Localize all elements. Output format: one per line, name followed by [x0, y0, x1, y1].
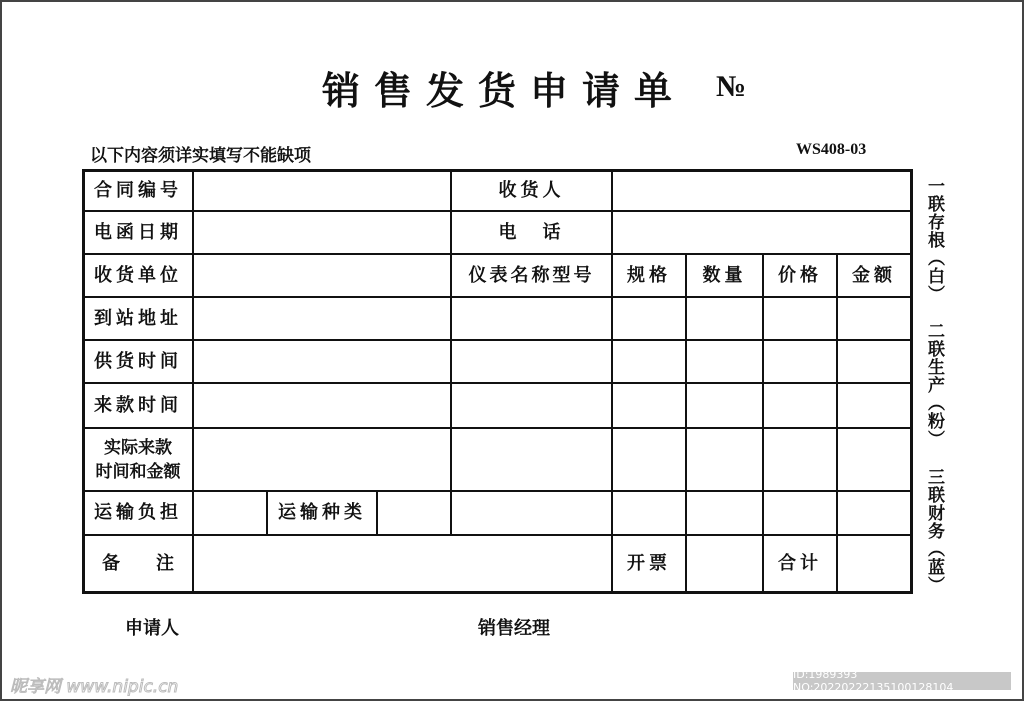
label-invoice: 开票: [627, 552, 671, 574]
id-tag: ID:1989393 NO:20220222135100128104: [793, 672, 1011, 690]
label-total: 合计: [778, 552, 822, 574]
phone-field[interactable]: [613, 212, 910, 253]
consignee-field[interactable]: [613, 171, 910, 210]
payment-time-field[interactable]: [194, 384, 450, 427]
header-instrument-model: 仪表名称型号: [468, 264, 595, 286]
form-code: WS408-03: [796, 141, 867, 158]
total-field[interactable]: [838, 536, 910, 591]
copy-label-stub: 一联存根（白）: [924, 177, 944, 303]
sales-manager-label: 销售经理: [478, 618, 550, 639]
supply-time-field[interactable]: [194, 341, 450, 382]
label-consignee: 收货人: [498, 179, 565, 201]
label-remarks: 备 注: [102, 552, 174, 574]
contract-no-field[interactable]: [194, 171, 450, 210]
label-actual-payment: [84, 429, 192, 490]
receiving-unit-field[interactable]: [194, 255, 450, 296]
invoice-field[interactable]: [687, 536, 762, 591]
label-transport-type: 运输种类: [278, 502, 366, 523]
label-supply-time: 供货时间: [94, 350, 182, 372]
label-actual-payment-line2: 时间和金额: [95, 461, 181, 482]
form-title: 销售发货申请单: [322, 68, 687, 113]
station-address-field[interactable]: [194, 298, 450, 339]
copy-label-production: 二联生产（粉）: [924, 322, 944, 448]
site-watermark: 昵享网 www.nipic.cn: [10, 677, 179, 697]
label-transport-burden: 运输负担: [94, 502, 182, 523]
label-receiving-unit: 收货单位: [94, 264, 182, 286]
transport-burden-field[interactable]: [194, 492, 266, 534]
transport-type-field[interactable]: [378, 492, 450, 534]
copy-label-finance: 三联财务（蓝）: [924, 468, 944, 594]
applicant-label: 申请人: [125, 618, 179, 639]
header-quantity: 数量: [702, 264, 747, 286]
header-amount: 金额: [852, 264, 896, 286]
label-actual-payment-line1: 实际来款: [104, 437, 172, 458]
number-mark: №: [716, 70, 747, 103]
label-station-address: 到站地址: [94, 307, 182, 329]
label-contract-no: 合同编号: [94, 179, 182, 201]
letter-date-field[interactable]: [194, 212, 450, 253]
actual-payment-field[interactable]: [194, 429, 450, 490]
remarks-field[interactable]: [194, 536, 611, 591]
label-phone: 电 话: [498, 221, 565, 243]
header-spec: 规格: [627, 264, 671, 286]
header-price: 价格: [778, 264, 822, 286]
label-letter-date: 电函日期: [94, 221, 182, 243]
label-payment-time: 来款时间: [94, 394, 182, 416]
fill-instruction: 以下内容须详实填写不能缺项: [90, 146, 311, 166]
